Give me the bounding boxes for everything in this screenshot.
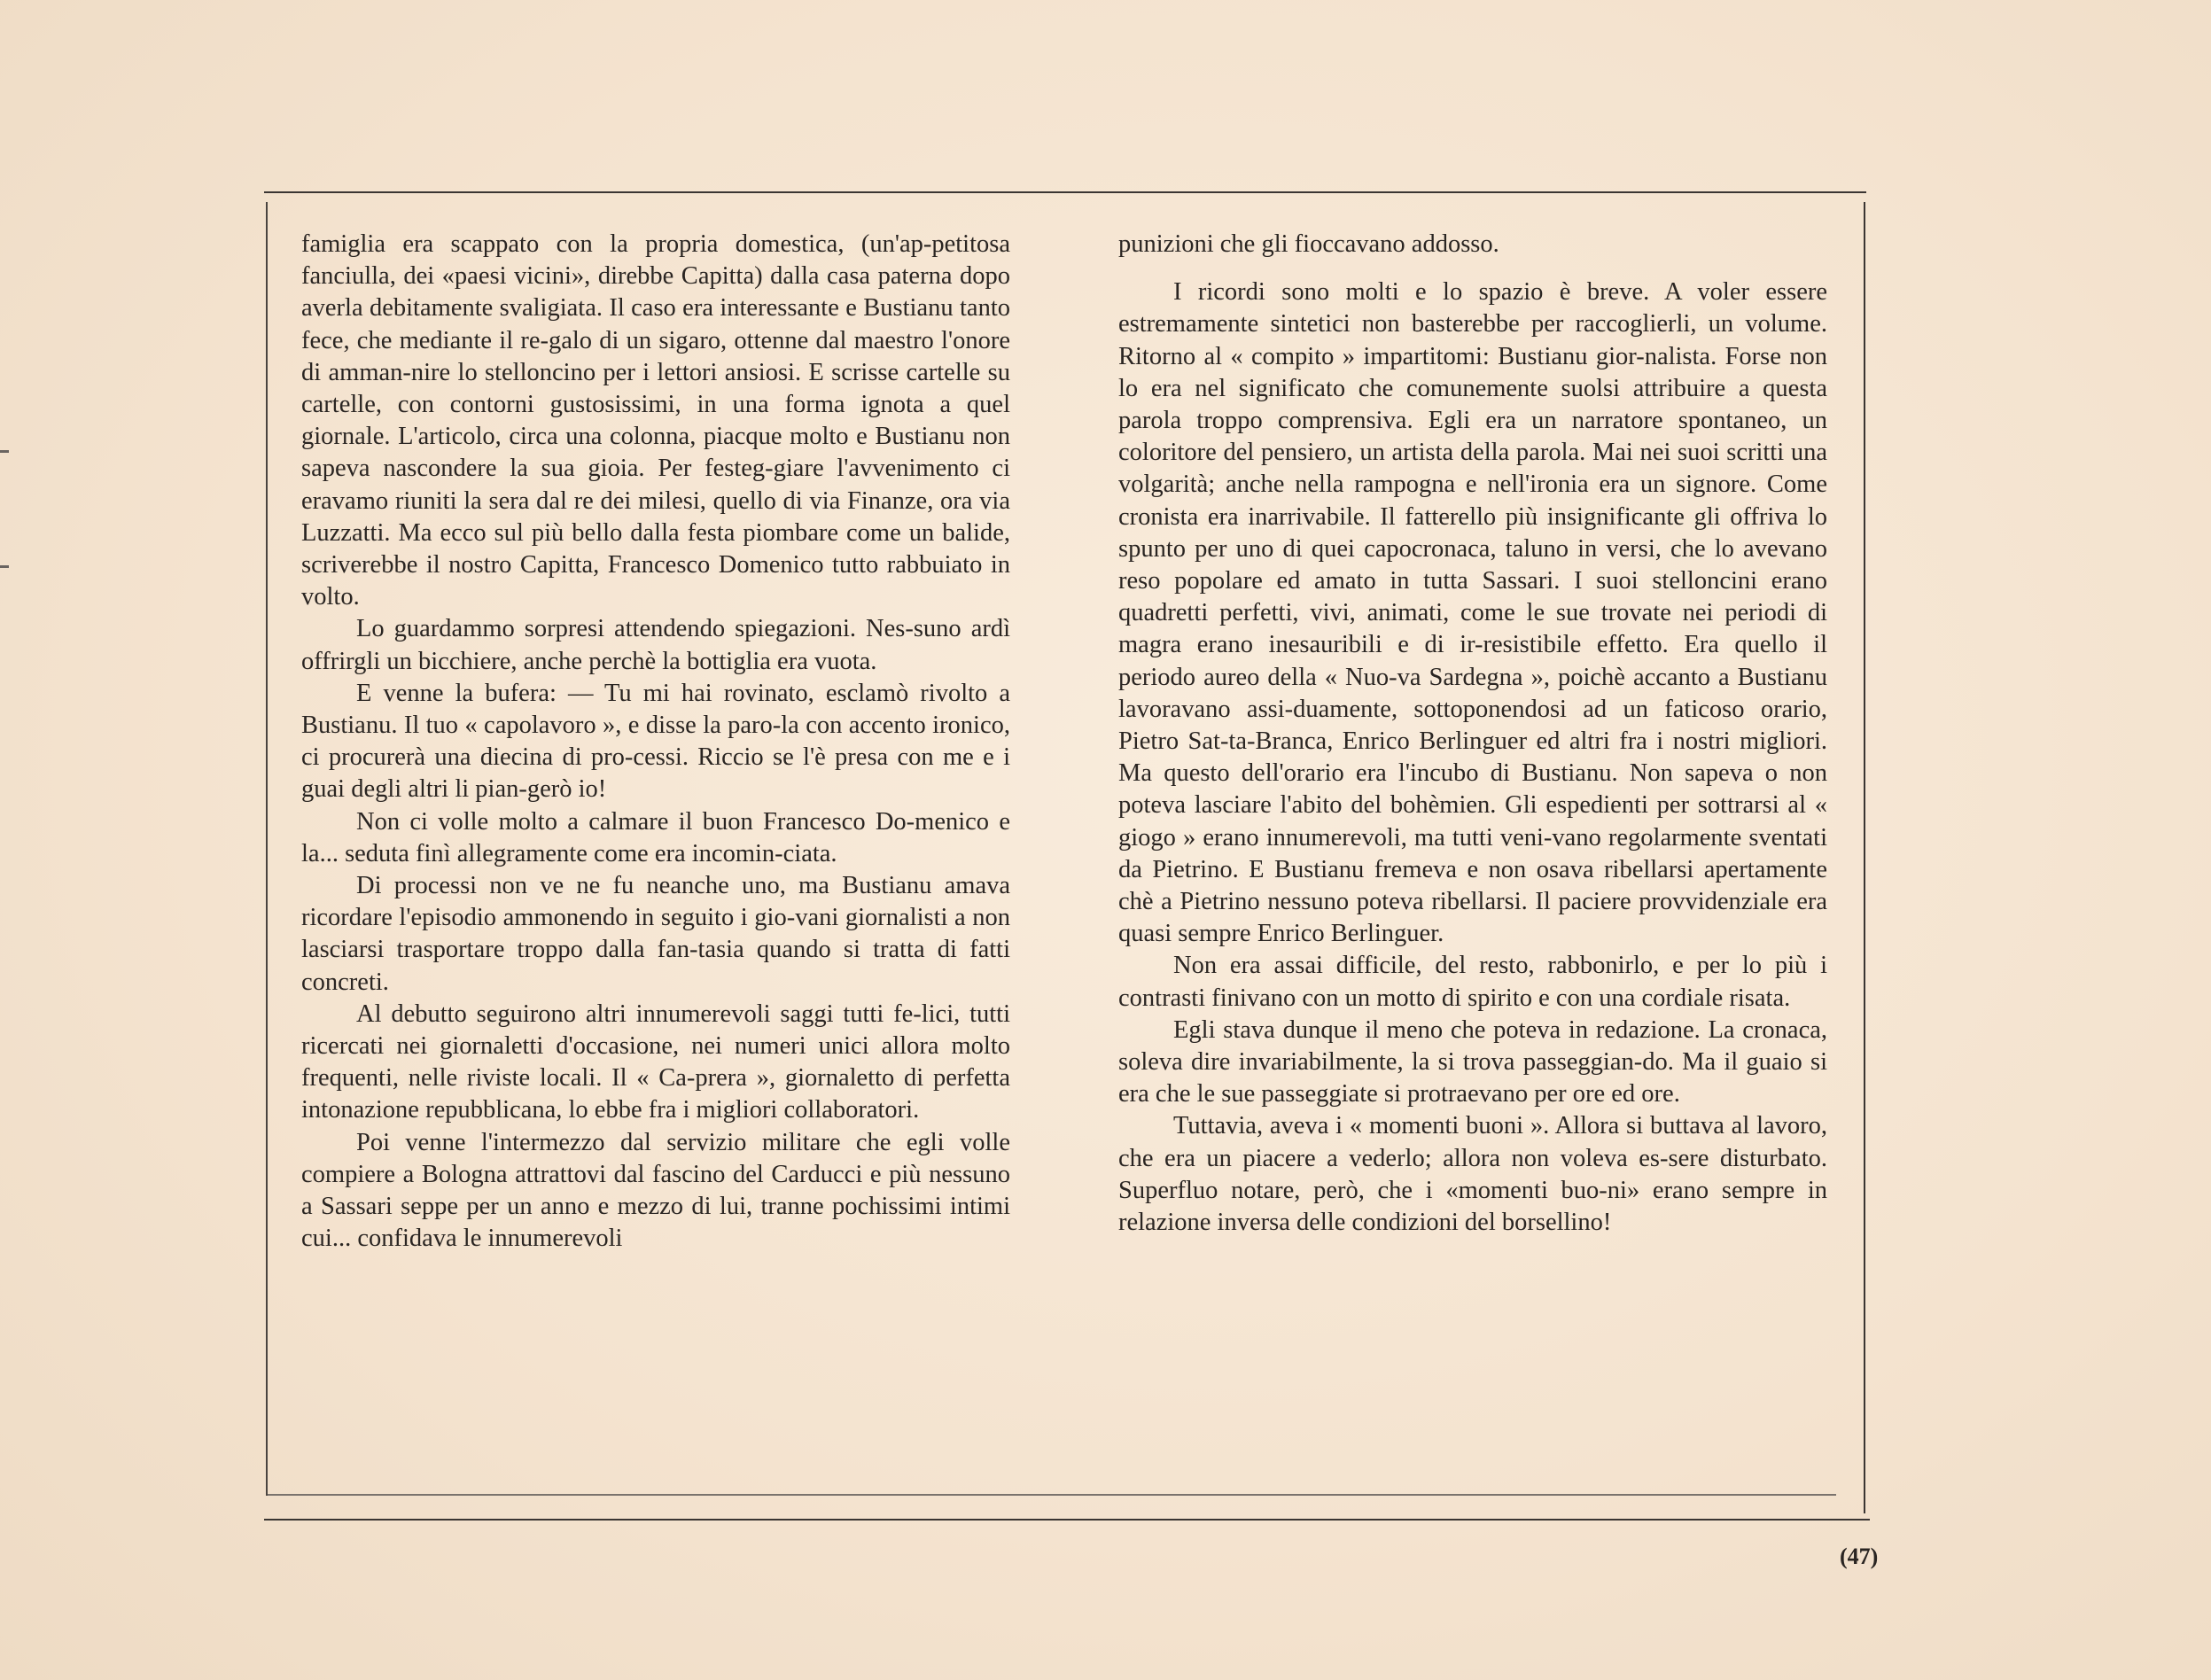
paragraph: Non ci volle molto a calmare il buon Francesco Do-menico e la... seduta finì allegramente come era incomin-ciata.: [301, 807, 1010, 867]
paragraph: Al debutto seguirono altri innumerevoli saggi tutti fe-lici, tutti ricercati nei giornaletti d'occasione, nei numeri unici allora molto frequenti, nelle riviste locali. Il « Ca-prera », giornaletto di perfetta intonazione repubblicana, lo ebbe fra i migliori collaboratori.: [301, 999, 1010, 1124]
binding-mark: [0, 450, 9, 453]
paragraph: punizioni che gli fioccavano addosso.: [1118, 230, 1499, 258]
frame-bottom-rule: [264, 1519, 1870, 1521]
left-text-column: [301, 229, 1010, 1256]
paragraph: famiglia era scappato con la propria domestica, (un'ap-petitosa fanciulla, dei «paesi vicini», direbbe Capitta) dalla casa paterna dopo averla debitamente svaligiata. Il caso era interessante e Bustianu tanto fece, che mediante il re-galo di un sigaro, ottenne dal maestro l'onore di amman-nire lo stelloncino per i lettori ansiosi. E scrisse cartelle su cartelle, con contorni gustosissimi, in una forma ignota a quel giornale. L'articolo, circa una colonna, piacque molto e Bustianu non sapeva nascondere la sua gioia. Per festeg-giare l'avvenimento ci eravamo riuniti la sera dal re dei milesi, quello di via Finanze, ora via Luzzatti. Ma ecco sul più bello dalla festa piombare come un balide, scriverebbe il nostro Capitta, Francesco Domenico tutto rabbuiato in volto.: [301, 230, 1010, 611]
frame-left-border: [266, 202, 268, 1496]
paragraph: Di processi non ve ne fu neanche uno, ma Bustianu amava ricordare l'episodio ammonendo in seguito i gio-vani giornalisti a non lasciarsi trasportare troppo dalla fan-tasia quando si tratta di fatti concreti.: [301, 872, 1010, 996]
right-text-column: [1118, 229, 1827, 1239]
paragraph: Tuttavia, aveva i « momenti buoni ». Allora si buttava al lavoro, che era un piacere a vederlo; allora non voleva es-sere disturbato. Superfluo notare, però, che i «momenti buo-ni» erano sempre in relazione inversa delle condizioni del borsellino!: [1118, 1112, 1827, 1237]
binding-mark: [0, 565, 9, 568]
frame-inner-rule: [268, 1494, 1836, 1496]
page-number: (47): [1840, 1544, 1879, 1569]
frame-right-border: [1864, 202, 1865, 1513]
paragraph: Non era assai difficile, del resto, rabbonirlo, e per lo più i contrasti finivano con un motto di spirito e con una cordiale risata.: [1118, 952, 1827, 1012]
paragraph: Egli stava dunque il meno che poteva in redazione. La cronaca, soleva dire invariabilmente, la si trova passeggian-do. Ma il guaio si era che le sue passeggiate si protraevano per ore ed ore.: [1118, 1015, 1827, 1108]
paragraph: Lo guardammo sorpresi attendendo spiegazioni. Nes-suno ardì offrirgli un bicchiere, anche perchè la bottiglia era vuota.: [301, 615, 1010, 675]
paragraph: I ricordi sono molti e lo spazio è breve. A voler essere estremamente sintetici non basterebbe per raccoglierli, un volume. Ritorno al « compito » impartitomi: Bustianu gior-nalista. Forse non lo era nel significato che comunemente suolsi attribuire a questa parola troppo comprensiva. Egli era un narratore spontaneo, un coloritore del pensiero, un artista della parola. Mai nei suoi scritti una volgarità; anche nella rampogna e nell'ironia era un signore. Come cronista era inarrivabile. Il fatterello più insignificante gli offriva lo spunto per uno di quei capocronaca, taluno in versi, che lo avevano reso popolare ed amato in tutta Sassari. I suoi stelloncini erano quadretti perfetti, vivi, animati, come le sue trovate nei periodi di magra erano inesauribili e di ir-resistibile effetto. Era quello il periodo aureo della « Nuo-va Sardegna », poichè accanto a Bustianu lavoravano assi-duamente, sottoponendosi ad un faticoso orario, Pietro Sat-ta-Branca, Enrico Berlinguer ed altri fra i nostri migliori. Ma questo dell'orario era l'incubo di Bustianu. Non sapeva o non poteva lasciare l'abito del bohèmien. Gli espedienti per sottrarsi al « giogo » erano innumerevoli, ma tutti veni-vano regolarmente sventati da Pietrino. E Bustianu fremeva e non osava ribellarsi apertamente chè a Pietrino nessuno poteva ribellarsi. Il paciere provvidenziale era quasi sempre Enrico Berlinguer.: [1118, 278, 1827, 948]
paragraph: Poi venne l'intermezzo dal servizio militare che egli volle compiere a Bologna attrattovi dal fascino del Carducci e più nessuno a Sassari seppe per un anno e mezzo di lui, tranne pochissimi intimi cui... confidava le innumerevoli: [301, 1128, 1010, 1253]
paragraph: E venne la bufera: — Tu mi hai rovinato, esclamò rivolto a Bustianu. Il tuo « capolavoro », e disse la paro-la con accento ironico, ci procurerà una diecina di pro-cessi. Riccio se l'è presa con me e i guai degli altri li pian-gerò io!: [301, 679, 1010, 804]
